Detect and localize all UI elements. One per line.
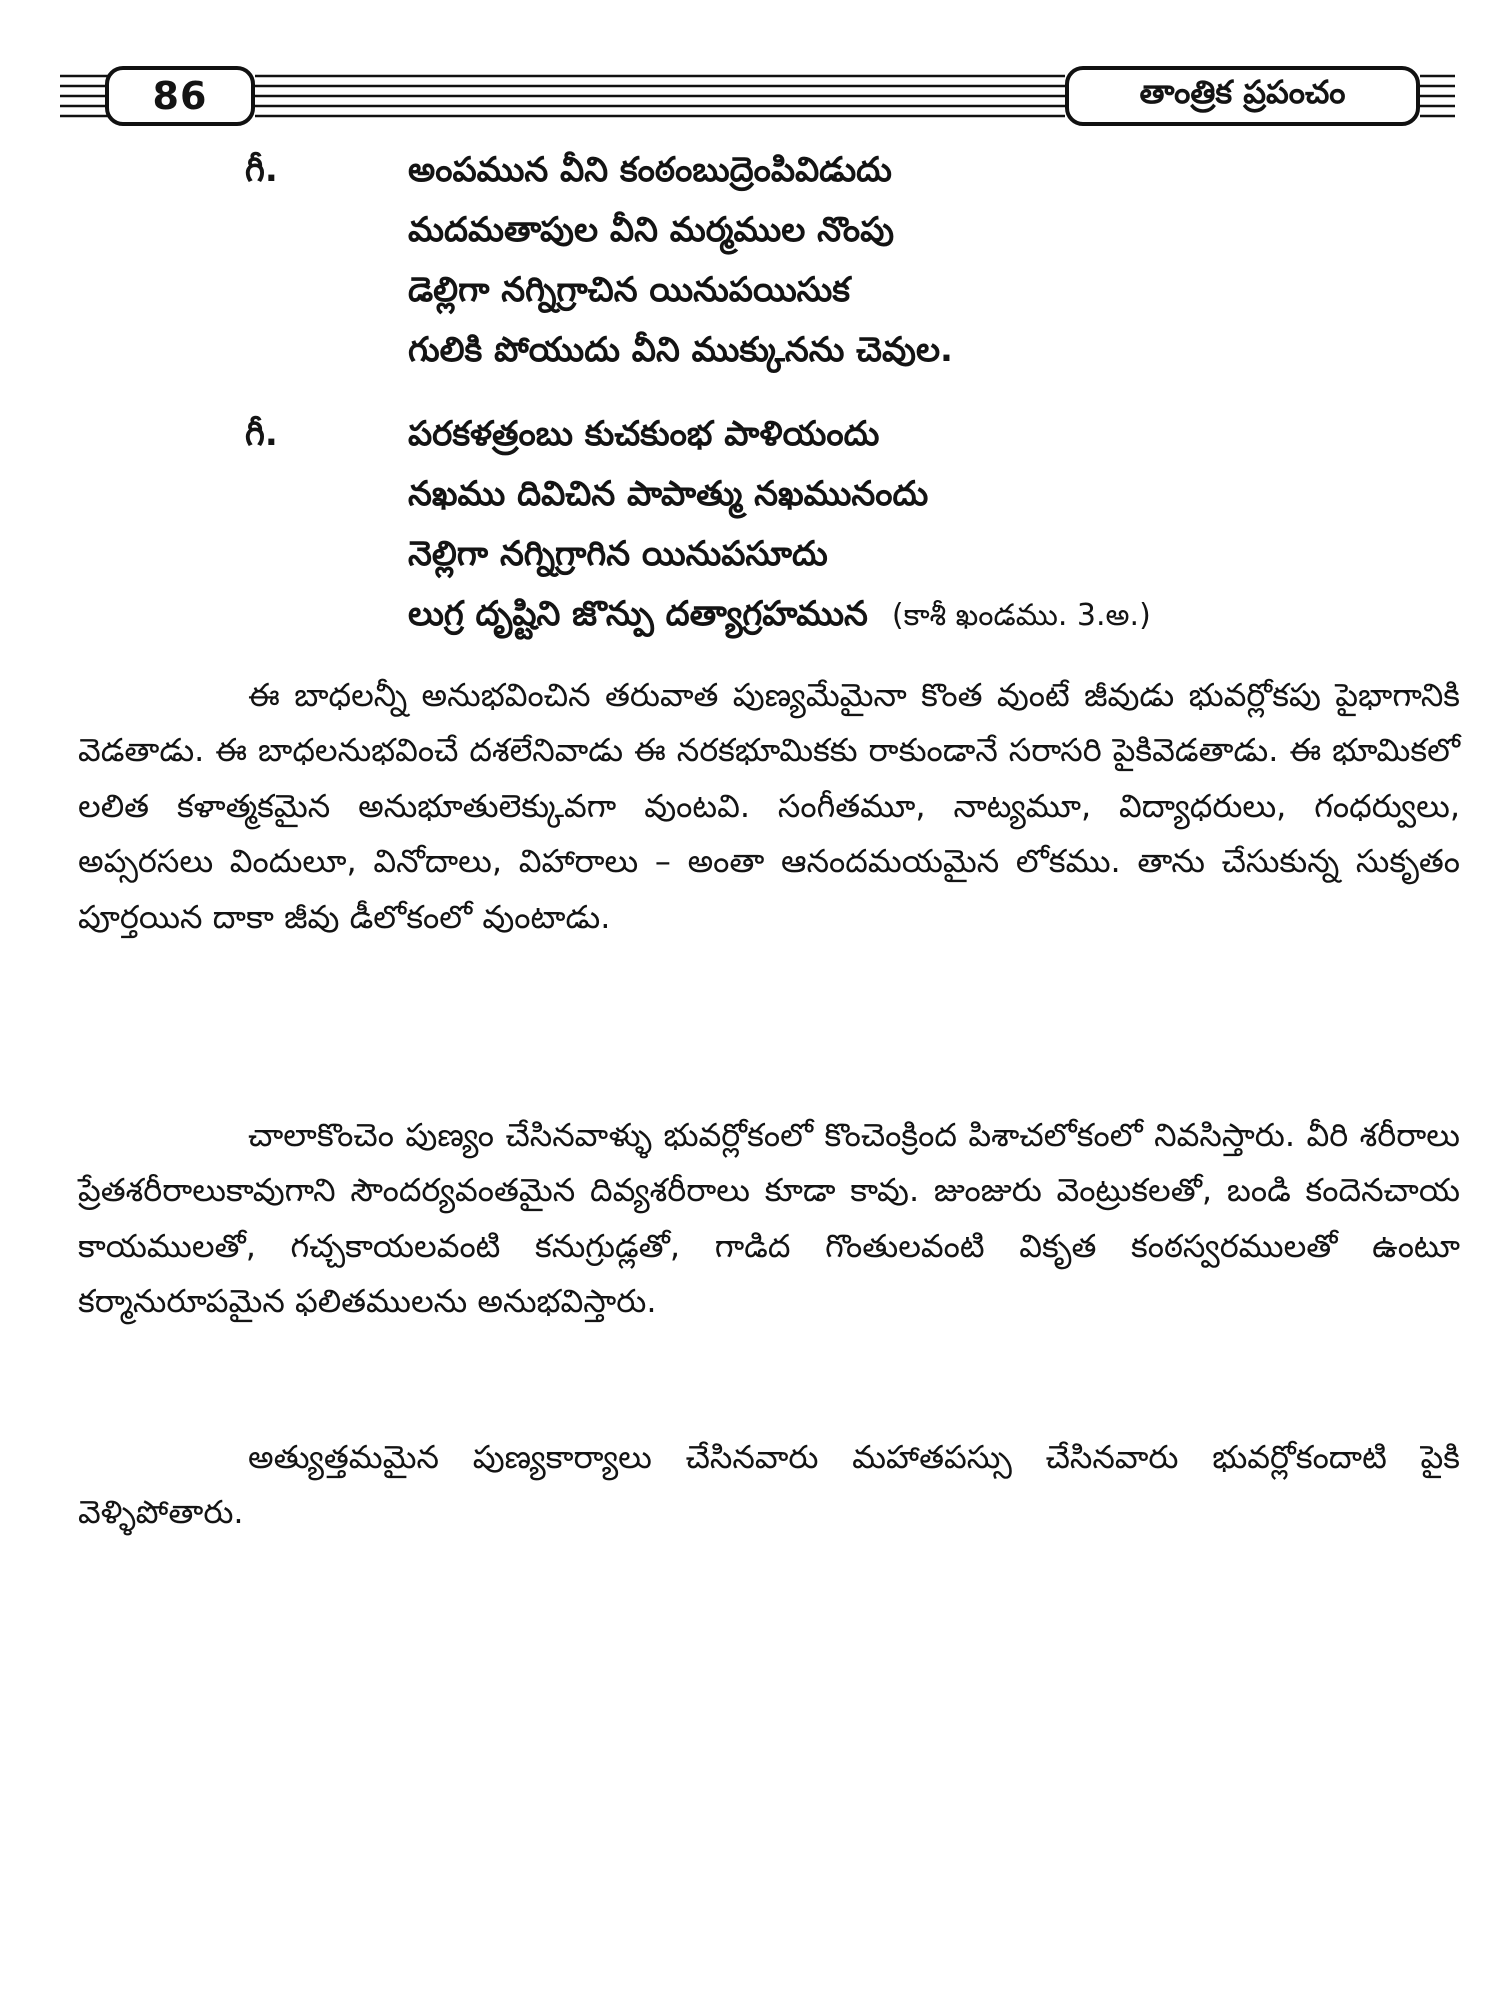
body-paragraph: చాలాకొంచెం పుణ్యం చేసినవాళ్ళు భువర్లోకంలో కొంచెంక్రింద పిశాచలోకంలో నివసిస్తారు. వీరి శరీరాలు ప్రేతశరీరాలుకావుగాని సౌందర్యవంతమైన దివ్యశరీరాలు కూడా కావు. జుంజురు వెంట్రుకలతో, బండి కందెనచాయ కాయములతో, గచ్చకాయలవంటి కనుగ్రుడ్లతో, గాడిద గొంతులవంటి వికృత కంఠస్వరములతో ఉంటూ కర్మానురూపమైన ఫలితములను అనుభవిస్తారు. — [78, 1116, 1460, 1321]
verse-lines — [408, 404, 1151, 644]
verse-line — [408, 584, 1151, 644]
verse-line: పరకళత్రంబు కుచకుంభ పాళియందు — [408, 414, 880, 454]
page-number: 86 — [105, 66, 255, 126]
verse-line: డెల్లిగా నగ్నిగ్రాచిన యినుపయిసుక — [408, 270, 851, 310]
verse-label: గీ. — [245, 150, 278, 190]
verse-label: గీ. — [245, 414, 278, 454]
verse-line: నెల్లిగా నగ్నిగ్రాగిన యినుపసూదు — [408, 534, 828, 574]
verse-line: గులికి పోయుదు వీని ముక్కునను చెవుల. — [408, 330, 953, 370]
verse-lines — [408, 140, 953, 380]
verse-reference: (కాశీ ఖండము. 3.అ.) — [891, 598, 1151, 633]
verse-line: అంపమున వీని కంఠంబుద్రెంపివిడుదు — [408, 150, 892, 190]
verse-line: మదమతాపుల వీని మర్మముల నొంపు — [408, 210, 895, 250]
body-paragraph: ఈ బాధలన్నీ అనుభవించిన తరువాత పుణ్యమేమైనా కొంత వుంటే జీవుడు భువర్లోకపు పైభాగానికి వెడతాడు. ఈ బాధలనుభవించే దశలేనివాడు ఈ నరకభూమికకు రాకుండానే సరాసరి పైకివెడతాడు. ఈ భూమికలో లలిత కళాత్మకమైన అనుభూతులెక్కువగా వుంటవి. సంగీతమూ, నాట్యమూ, విద్యాధరులు, గంధర్వులు, అప్సరసలు విందులూ, వినోదాలు, విహారాలు – అంతా ఆనందమయమైన లోకము. తాను చేసుకున్న సుకృతం పూర్తయిన దాకా జీవు డీలోకంలో వుంటాడు. — [78, 676, 1460, 936]
verse-line: నఖము దివిచిన పాపాత్ము నఖమునందు — [408, 474, 929, 514]
book-title: తాంత్రిక ప్రపంచం — [1065, 66, 1420, 126]
verse-line-text: లుగ్ర దృష్టిని జొన్పు దత్యాగ్రహమున — [408, 594, 868, 634]
body-paragraph: అత్యుత్తమమైన పుణ్యకార్యాలు చేసినవారు మహాతపస్సు చేసినవారు భువర్లోకందాటి పైకి వెళ్ళిపోతారు. — [78, 1438, 1460, 1532]
page-header — [60, 62, 1455, 132]
